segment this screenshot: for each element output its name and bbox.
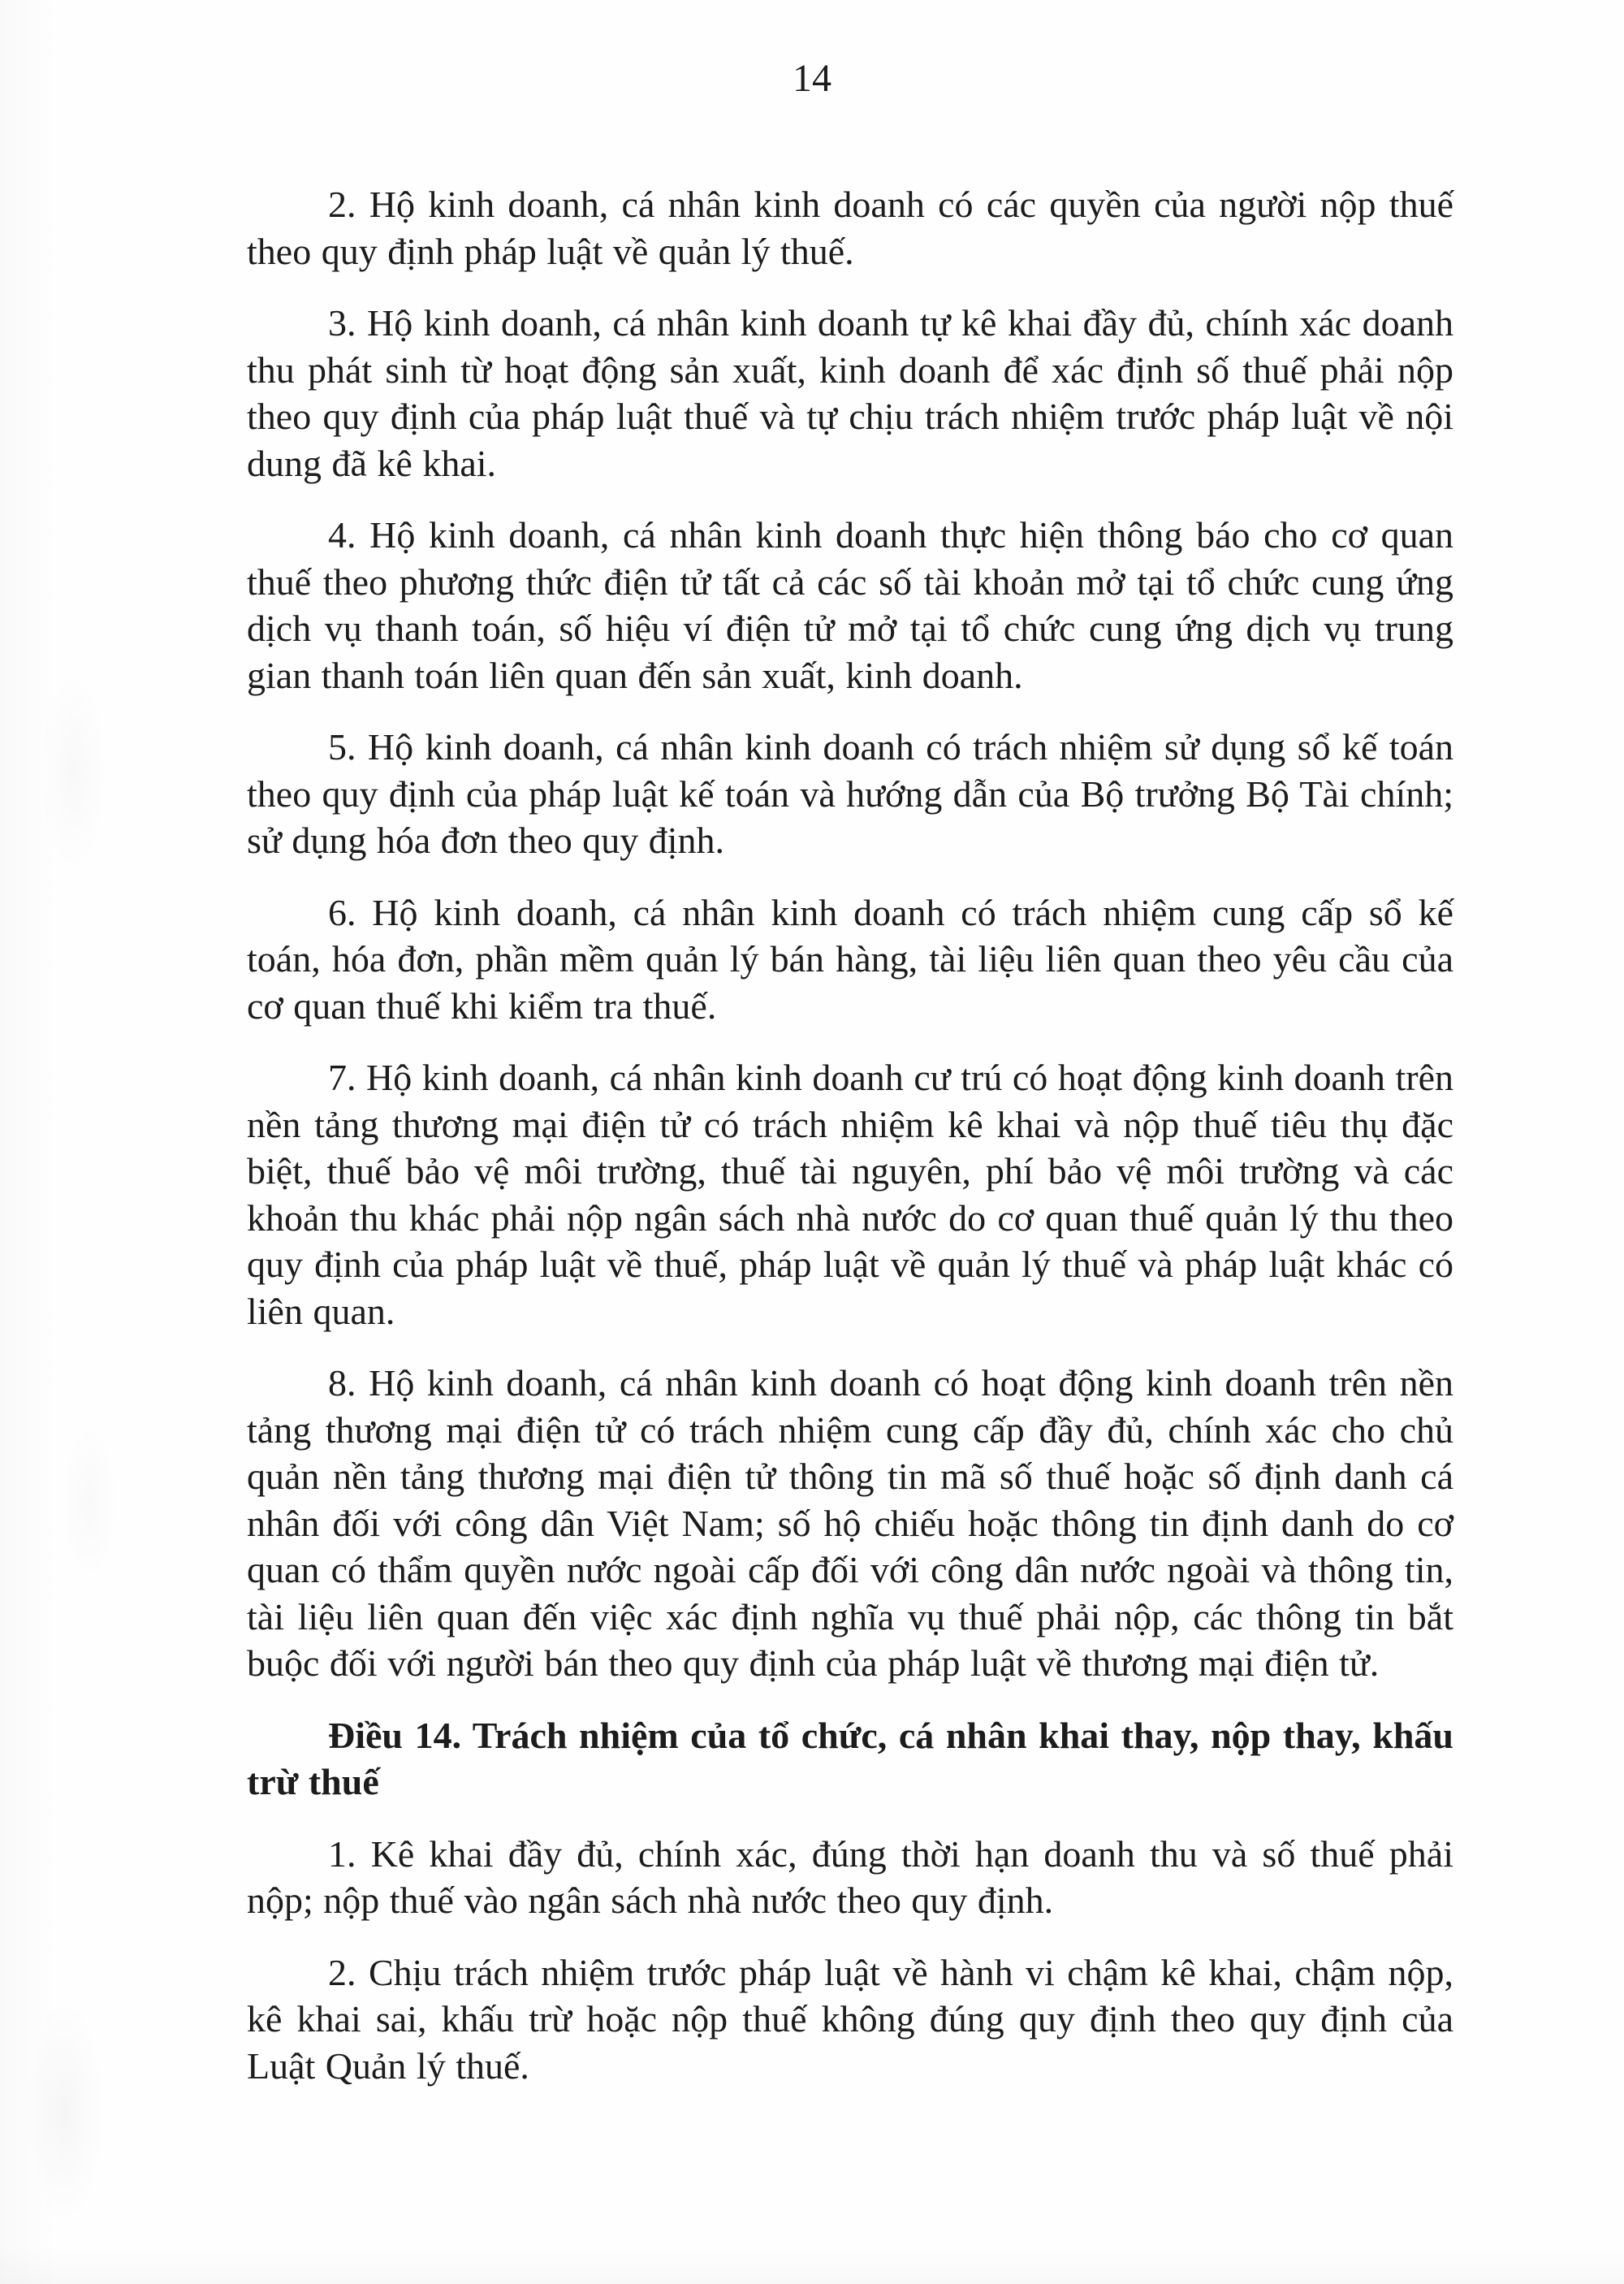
scan-artifact-bottom <box>0 2235 1624 2284</box>
paragraph-d14-2: 2. Chịu trách nhiệm trước pháp luật về hành vi chậm kê khai, chậm nộp, kê khai sai, khấu trừ hoặc nộp thuế không đúng quy định theo quy định của Luật Quản lý thuế. <box>247 1951 1453 2087</box>
scan-artifact-left <box>0 0 146 2284</box>
paragraph-3: 3. Hộ kinh doanh, cá nhân kinh doanh tự kê khai đầy đủ, chính xác doanh thu phát sinh từ hoạt động sản xuất, kinh doanh để xác định số thuế phải nộp theo quy định của pháp luật thuế và tự chịu trách nhiệm trước pháp luật về nội dung đã kê khai. <box>247 302 1453 484</box>
article-14-heading: Điều 14. Trách nhiệm của tổ chức, cá nhân khai thay, nộp thay, khấu trừ thuế <box>247 1714 1453 1802</box>
paragraph-7: 7. Hộ kinh doanh, cá nhân kinh doanh cư trú có hoạt động kinh doanh trên nền tảng thương mại điện tử có trách nhiệm kê khai và nộp thuế tiêu thụ đặc biệt, thuế bảo vệ môi trường, thuế tài nguyên, phí bảo vệ môi trường và các khoản thu khác phải nộp ngân sách nhà nước do cơ quan thuế quản lý thu theo quy định của pháp luật về thuế, pháp luật về quản lý thuế và pháp luật khác có liên quan. <box>247 1057 1453 1332</box>
page-number: 14 <box>793 57 831 100</box>
paragraph-4: 4. Hộ kinh doanh, cá nhân kinh doanh thực hiện thông báo cho cơ quan thuế theo phương thức điện tử tất cả các số tài khoản mở tại tổ chức cung ứng dịch vụ thanh toán, số hiệu ví điện tử mở tại tổ chức cung ứng dịch vụ trung gian thanh toán liên quan đến sản xuất, kinh doanh. <box>247 514 1453 696</box>
paragraph-8: 8. Hộ kinh doanh, cá nhân kinh doanh có hoạt động kinh doanh trên nền tảng thương mại điện tử có trách nhiệm cung cấp đầy đủ, chính xác cho chủ quản nền tảng thương mại điện tử thông tin mã số thuế hoặc số định danh cá nhân đối với công dân Việt Nam; số hộ chiếu hoặc thông tin định danh do cơ quan có thẩm quyền nước ngoài cấp đối với công dân nước ngoài và thông tin, tài liệu liên quan đến việc xác định nghĩa vụ thuế phải nộp, các thông tin bắt buộc đối với người bán theo quy định của pháp luật về thương mại điện tử. <box>247 1362 1453 1684</box>
document-body <box>247 181 1453 2114</box>
paragraph-6: 6. Hộ kinh doanh, cá nhân kinh doanh có trách nhiệm cung cấp sổ kế toán, hóa đơn, phần mềm quản lý bán hàng, tài liệu liên quan theo yêu cầu của cơ quan thuế khi kiểm tra thuế. <box>247 891 1453 1027</box>
paragraph-5: 5. Hộ kinh doanh, cá nhân kinh doanh có trách nhiệm sử dụng sổ kế toán theo quy định của pháp luật kế toán và hướng dẫn của Bộ trưởng Bộ Tài chính; sử dụng hóa đơn theo quy định. <box>247 726 1453 861</box>
paragraph-d14-1: 1. Kê khai đầy đủ, chính xác, đúng thời hạn doanh thu và số thuế phải nộp; nộp thuế vào ngân sách nhà nước theo quy định. <box>247 1832 1453 1921</box>
paragraph-2: 2. Hộ kinh doanh, cá nhân kinh doanh có các quyền của người nộp thuế theo quy định pháp luật về quản lý thuế. <box>247 184 1453 272</box>
